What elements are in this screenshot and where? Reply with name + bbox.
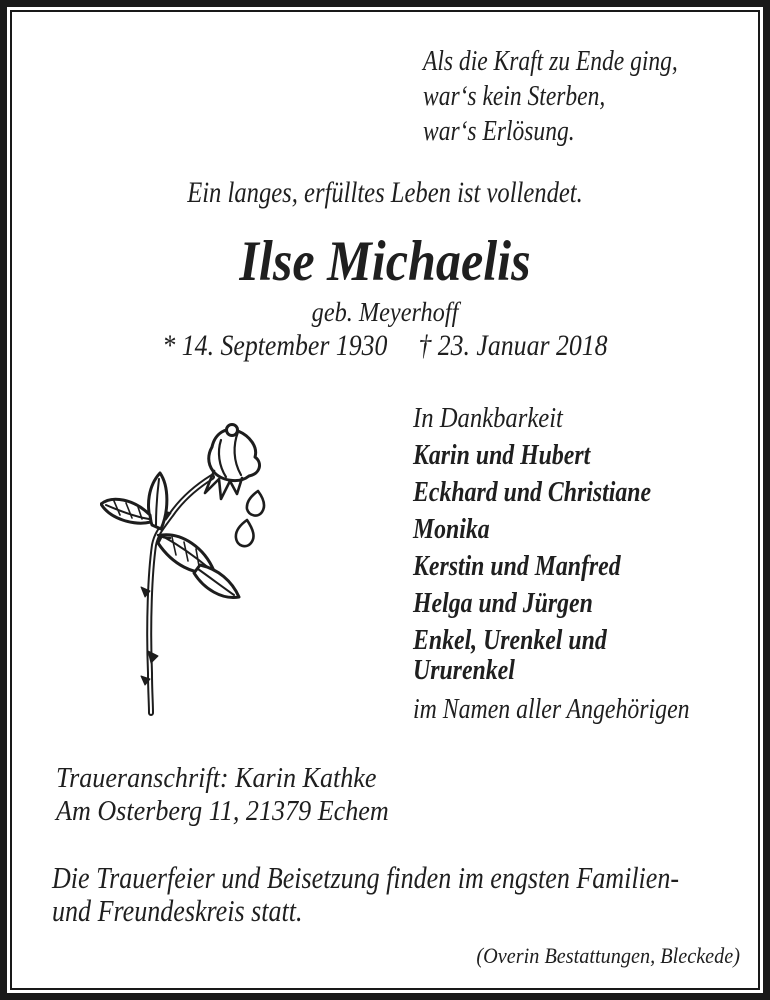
mourning-address-line: Traueranschrift: Karin Kathke <box>56 762 377 794</box>
epigraph <box>423 44 678 149</box>
mourning-address <box>56 762 389 828</box>
life-dates <box>54 329 716 363</box>
mourner-item: Enkel, Urenkel und Ururenkel <box>413 625 607 686</box>
birth-date: * 14. September 1930 <box>162 329 388 362</box>
rose-teardrops-illustration <box>100 423 320 723</box>
mourners-block <box>413 441 712 725</box>
gratitude-heading: In Dankbarkeit <box>413 402 563 434</box>
funeral-note <box>52 861 679 927</box>
intro-line: Ein langes, erfülltes Leben ist vollendet. <box>187 176 583 209</box>
maiden-name: geb. Meyerhoff <box>311 297 459 327</box>
mourner-item: Monika <box>413 514 490 545</box>
death-date: † 23. Januar 2018 <box>418 329 608 362</box>
deceased-name: Ilse Michaelis <box>239 230 531 293</box>
mourners-list <box>413 441 712 686</box>
funeral-home-credit: (Overin Bestattungen, Bleckede) <box>476 943 740 968</box>
epigraph-line: Als die Kraft zu Ende ging, <box>423 46 678 77</box>
mourner-item: Helga und Jürgen <box>413 588 593 619</box>
funeral-note-line: und Freundeskreis statt. <box>52 893 303 928</box>
epigraph-line: war‘s kein Sterben, <box>423 81 606 112</box>
funeral-note-line: Die Trauerfeier und Beisetzung finden im engsten Familien- <box>52 860 680 895</box>
mourner-item: Eckhard und Christiane <box>413 477 652 508</box>
epigraph-line: war‘s Erlösung. <box>423 116 575 147</box>
mourner-item: Karin und Hubert <box>413 440 591 471</box>
mourner-item: Kerstin und Manfred <box>413 551 621 582</box>
mourning-address-line: Am Osterberg 11, 21379 Echem <box>56 795 389 827</box>
mourners-closing: im Namen aller Angehörigen <box>413 694 690 725</box>
